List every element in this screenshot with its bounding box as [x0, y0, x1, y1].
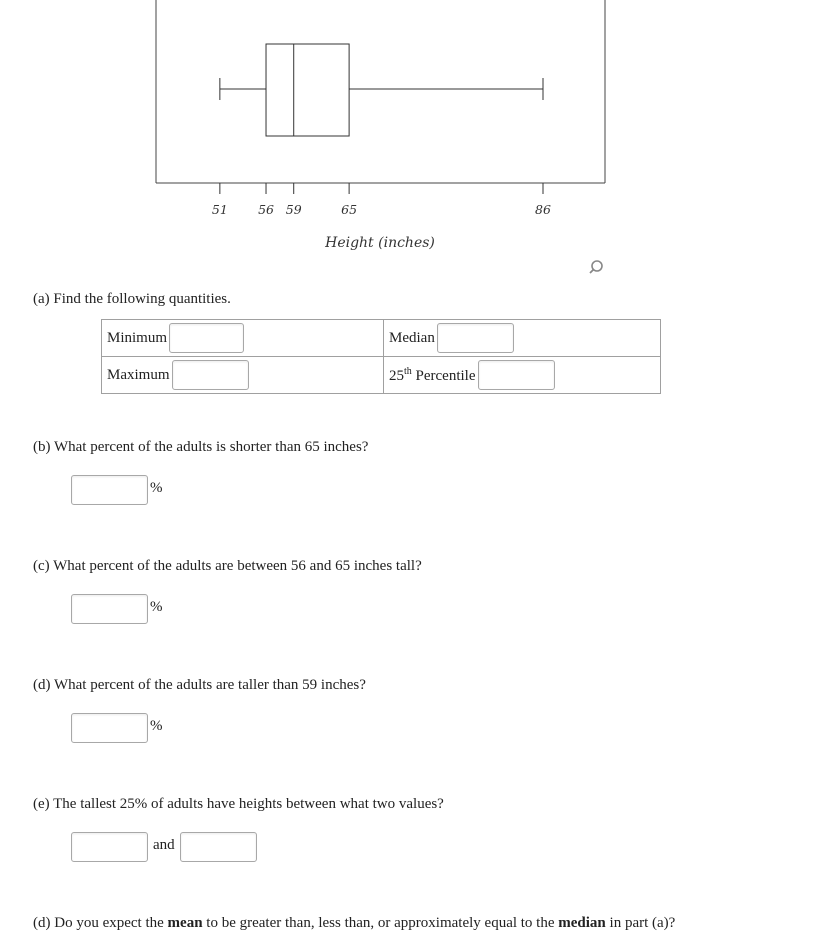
x-tick-label: 65: [341, 202, 358, 217]
part-b-percent-sign: %: [150, 480, 163, 496]
x-axis-title: Height (inches): [325, 235, 435, 251]
x-tick-label: 56: [258, 202, 274, 217]
percentile-input[interactable]: [478, 360, 555, 390]
quantities-table: [101, 319, 661, 394]
part-f-bold-mean: mean: [167, 915, 203, 931]
part-e-upper-input[interactable]: [180, 832, 257, 862]
part-e-and-label: and: [153, 837, 175, 853]
part-a-prompt: (a) Find the following quantities.: [33, 291, 231, 307]
part-f-prompt: [33, 915, 675, 932]
zoom-icon[interactable]: [589, 258, 607, 276]
plot-frame: [156, 0, 605, 183]
maximum-input[interactable]: [172, 360, 249, 390]
part-d-input[interactable]: [71, 713, 148, 743]
part-c-input[interactable]: [71, 594, 148, 624]
part-e-prompt: (e) The tallest 25% of adults have heights between what two values?: [33, 796, 444, 812]
percentile-word: Percentile: [411, 367, 476, 384]
x-tick-label: 86: [535, 202, 551, 217]
part-f-text-2: to be greater than, less than, or approximately equal to the: [202, 915, 559, 931]
part-f-text-1: (d) Do you expect the: [33, 915, 168, 931]
part-f-bold-median: median: [558, 915, 606, 931]
percentile-cell: [384, 357, 661, 394]
x-tick-label: 51: [211, 202, 228, 217]
minimum-input[interactable]: [169, 323, 244, 353]
part-c-prompt: (c) What percent of the adults are between 56 and 65 inches tall?: [33, 558, 422, 574]
iqr-box: [266, 44, 349, 136]
part-d-percent-sign: %: [150, 718, 163, 734]
table-row: [102, 320, 661, 357]
part-b-input[interactable]: [71, 475, 148, 505]
median-input[interactable]: [437, 323, 514, 353]
part-b-prompt: (b) What percent of the adults is shorter than 65 inches?: [33, 439, 369, 455]
part-e-lower-input[interactable]: [71, 832, 148, 862]
percentile-label: [389, 366, 476, 385]
x-tick-label: 59: [285, 202, 302, 217]
part-f-text-3: in part (a)?: [605, 915, 676, 931]
maximum-cell: [102, 357, 384, 394]
median-cell: [384, 320, 661, 357]
percentile-superscript: th: [404, 365, 412, 377]
maximum-label: Maximum: [107, 366, 170, 383]
part-d-prompt: (d) What percent of the adults are taller than 59 inches?: [33, 677, 366, 693]
box-plot: [0, 0, 834, 260]
median-label: Median: [389, 329, 435, 346]
percentile-number: 25: [389, 367, 404, 384]
table-row: [102, 357, 661, 394]
minimum-cell: [102, 320, 384, 357]
part-c-percent-sign: %: [150, 599, 163, 615]
minimum-label: Minimum: [107, 329, 168, 346]
